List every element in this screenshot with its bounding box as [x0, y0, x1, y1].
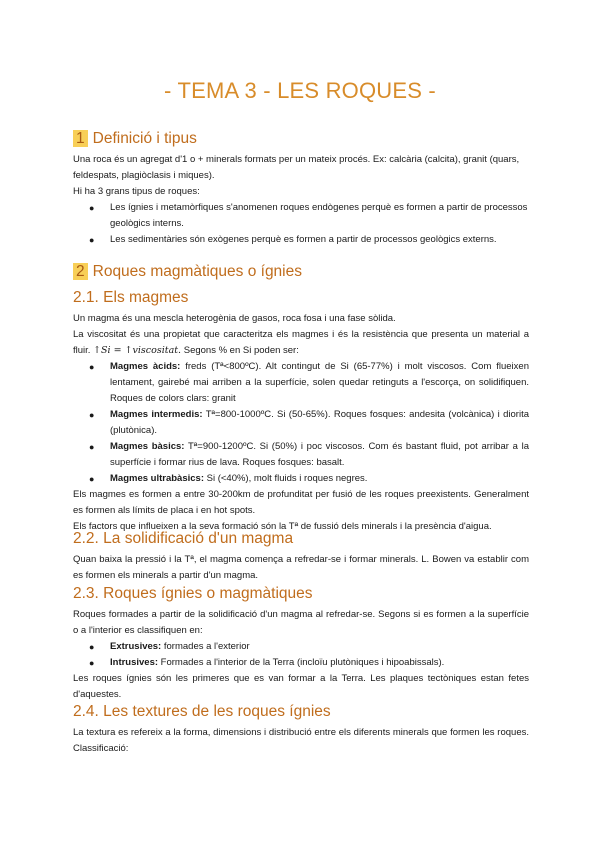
paragraph: La textura es refereix a la forma, dimensions i distribució entre els diferents minerals que formen les roques. Classificació: [73, 727, 529, 754]
subsection-2-1-body [73, 311, 529, 535]
paragraph: Els magmes es formen a entre 30-200km de profunditat per fusió de les roques preexistents. Generalment es formen als límits de placa i en hot spots. [73, 489, 529, 516]
list-item: ● Intrusives: Formades a l'interior de la Terra (incloïu plutòniques i hipoabissals). [73, 655, 529, 671]
bullet-icon: ● [89, 410, 95, 420]
section-number-badge: 1 [73, 130, 88, 147]
list-item: ● Magmes àcids: freds (Tª<800ºC). Alt contingut de Si (65-77%) i molt viscosos. Com flueixen lentament, gairebé mai arriben a la superfície, solen quedar retinguts a l'escorça, on solidifiquen. Roques de colors clars: granit [89, 361, 529, 404]
paragraph: Una roca és un agregat d'1 o + minerals formats per un mateix procés. Ex: calcària (calcita), granit (quars, feldespats, plagiòclasis i miques). [73, 154, 520, 181]
page-title: - TEMA 3 - LES ROQUES - [164, 78, 436, 103]
bullet-list [73, 359, 529, 487]
list-item: ● Les ígnies i metamòrfiques s'anomenen roques endògenes perquè es formen a partir de processos geològics interns. [89, 202, 528, 229]
subsection-2-1-heading: 2.1. Els magmes [73, 289, 189, 306]
formula: ↑Si = ↑viscositat. [93, 345, 182, 356]
paragraph: Quan baixa la pressió i la Tª, el magma comença a refredar-se i formar minerals. L. Bowen va establir com es formen els minerals a partir d'un magma. [73, 554, 529, 581]
list-item: ● Magmes bàsics: Tª=900-1200ºC. Si (50%) i poc viscosos. Com és bastant fluid, pot arribar a la superfície i formar rius de lava. Roques fosques: basalt. [89, 441, 529, 468]
list-item: ● Magmes ultrabàsics: Si (<40%), molt fluids i roques negres. [73, 471, 529, 487]
subsection-2-4-heading: 2.4. Les textures de les roques ígnies [73, 703, 331, 720]
bullet-icon: ● [89, 362, 95, 372]
bullet-icon: ● [89, 474, 95, 484]
list-item: ● Extrusives: formades a l'exterior [73, 639, 529, 655]
subsection-2-3-body [73, 607, 529, 703]
section-1-heading [73, 130, 197, 148]
bullet-icon: ● [89, 203, 95, 213]
list-item: ● Magmes intermedis: Tª=800-1000ºC. Si (50-65%). Roques fosques: andesita (volcànica) i diorita (plutònica). [89, 409, 529, 436]
paragraph: Un magma és una mescla heterogènia de gasos, roca fosa i una fase sòlida. [73, 313, 396, 324]
paragraph: Les roques ígnies són les primeres que es van formar a la Terra. Les plaques tectòniques estan fetes d'aquestes. [73, 673, 529, 700]
bullet-list [73, 639, 529, 671]
subsection-2-2-heading: 2.2. La solidificació d'un magma [73, 530, 294, 547]
section-1-body [73, 152, 529, 248]
bullet-icon: ● [89, 658, 95, 668]
section-2-heading [73, 263, 302, 281]
paragraph: La viscositat és una propietat que caracteritza els magmes i és la resistència que presenta un material a fluir. ↑Si = ↑viscositat. Segons % en Si poden ser: [73, 329, 529, 356]
bullet-icon: ● [89, 442, 95, 452]
bullet-list [73, 200, 529, 248]
subsection-2-3-heading: 2.3. Roques ígnies o magmàtiques [73, 585, 313, 602]
section-title: Roques magmàtiques o ígnies [92, 263, 302, 280]
section-title: Definició i tipus [92, 130, 197, 147]
paragraph: Hi ha 3 grans tipus de roques: [73, 186, 200, 197]
section-number-badge: 2 [73, 263, 88, 280]
bullet-icon: ● [89, 642, 95, 652]
paragraph: Roques formades a partir de la solidificació d'un magma al refredar-se. Segons si es formen a la superfície o a l'interior es classifiquen en: [73, 609, 529, 636]
subsection-2-2-body [73, 552, 529, 584]
subsection-2-4-body [73, 725, 529, 757]
paragraph: Els factors que influeixen a la seva formació són la Tª de fussió dels minerals i la presència d'aigua. [73, 521, 492, 532]
list-item: ● Les sedimentàries són exògenes perquè es formen a partir de processos geològics externs. [73, 232, 529, 248]
bullet-icon: ● [89, 235, 95, 245]
